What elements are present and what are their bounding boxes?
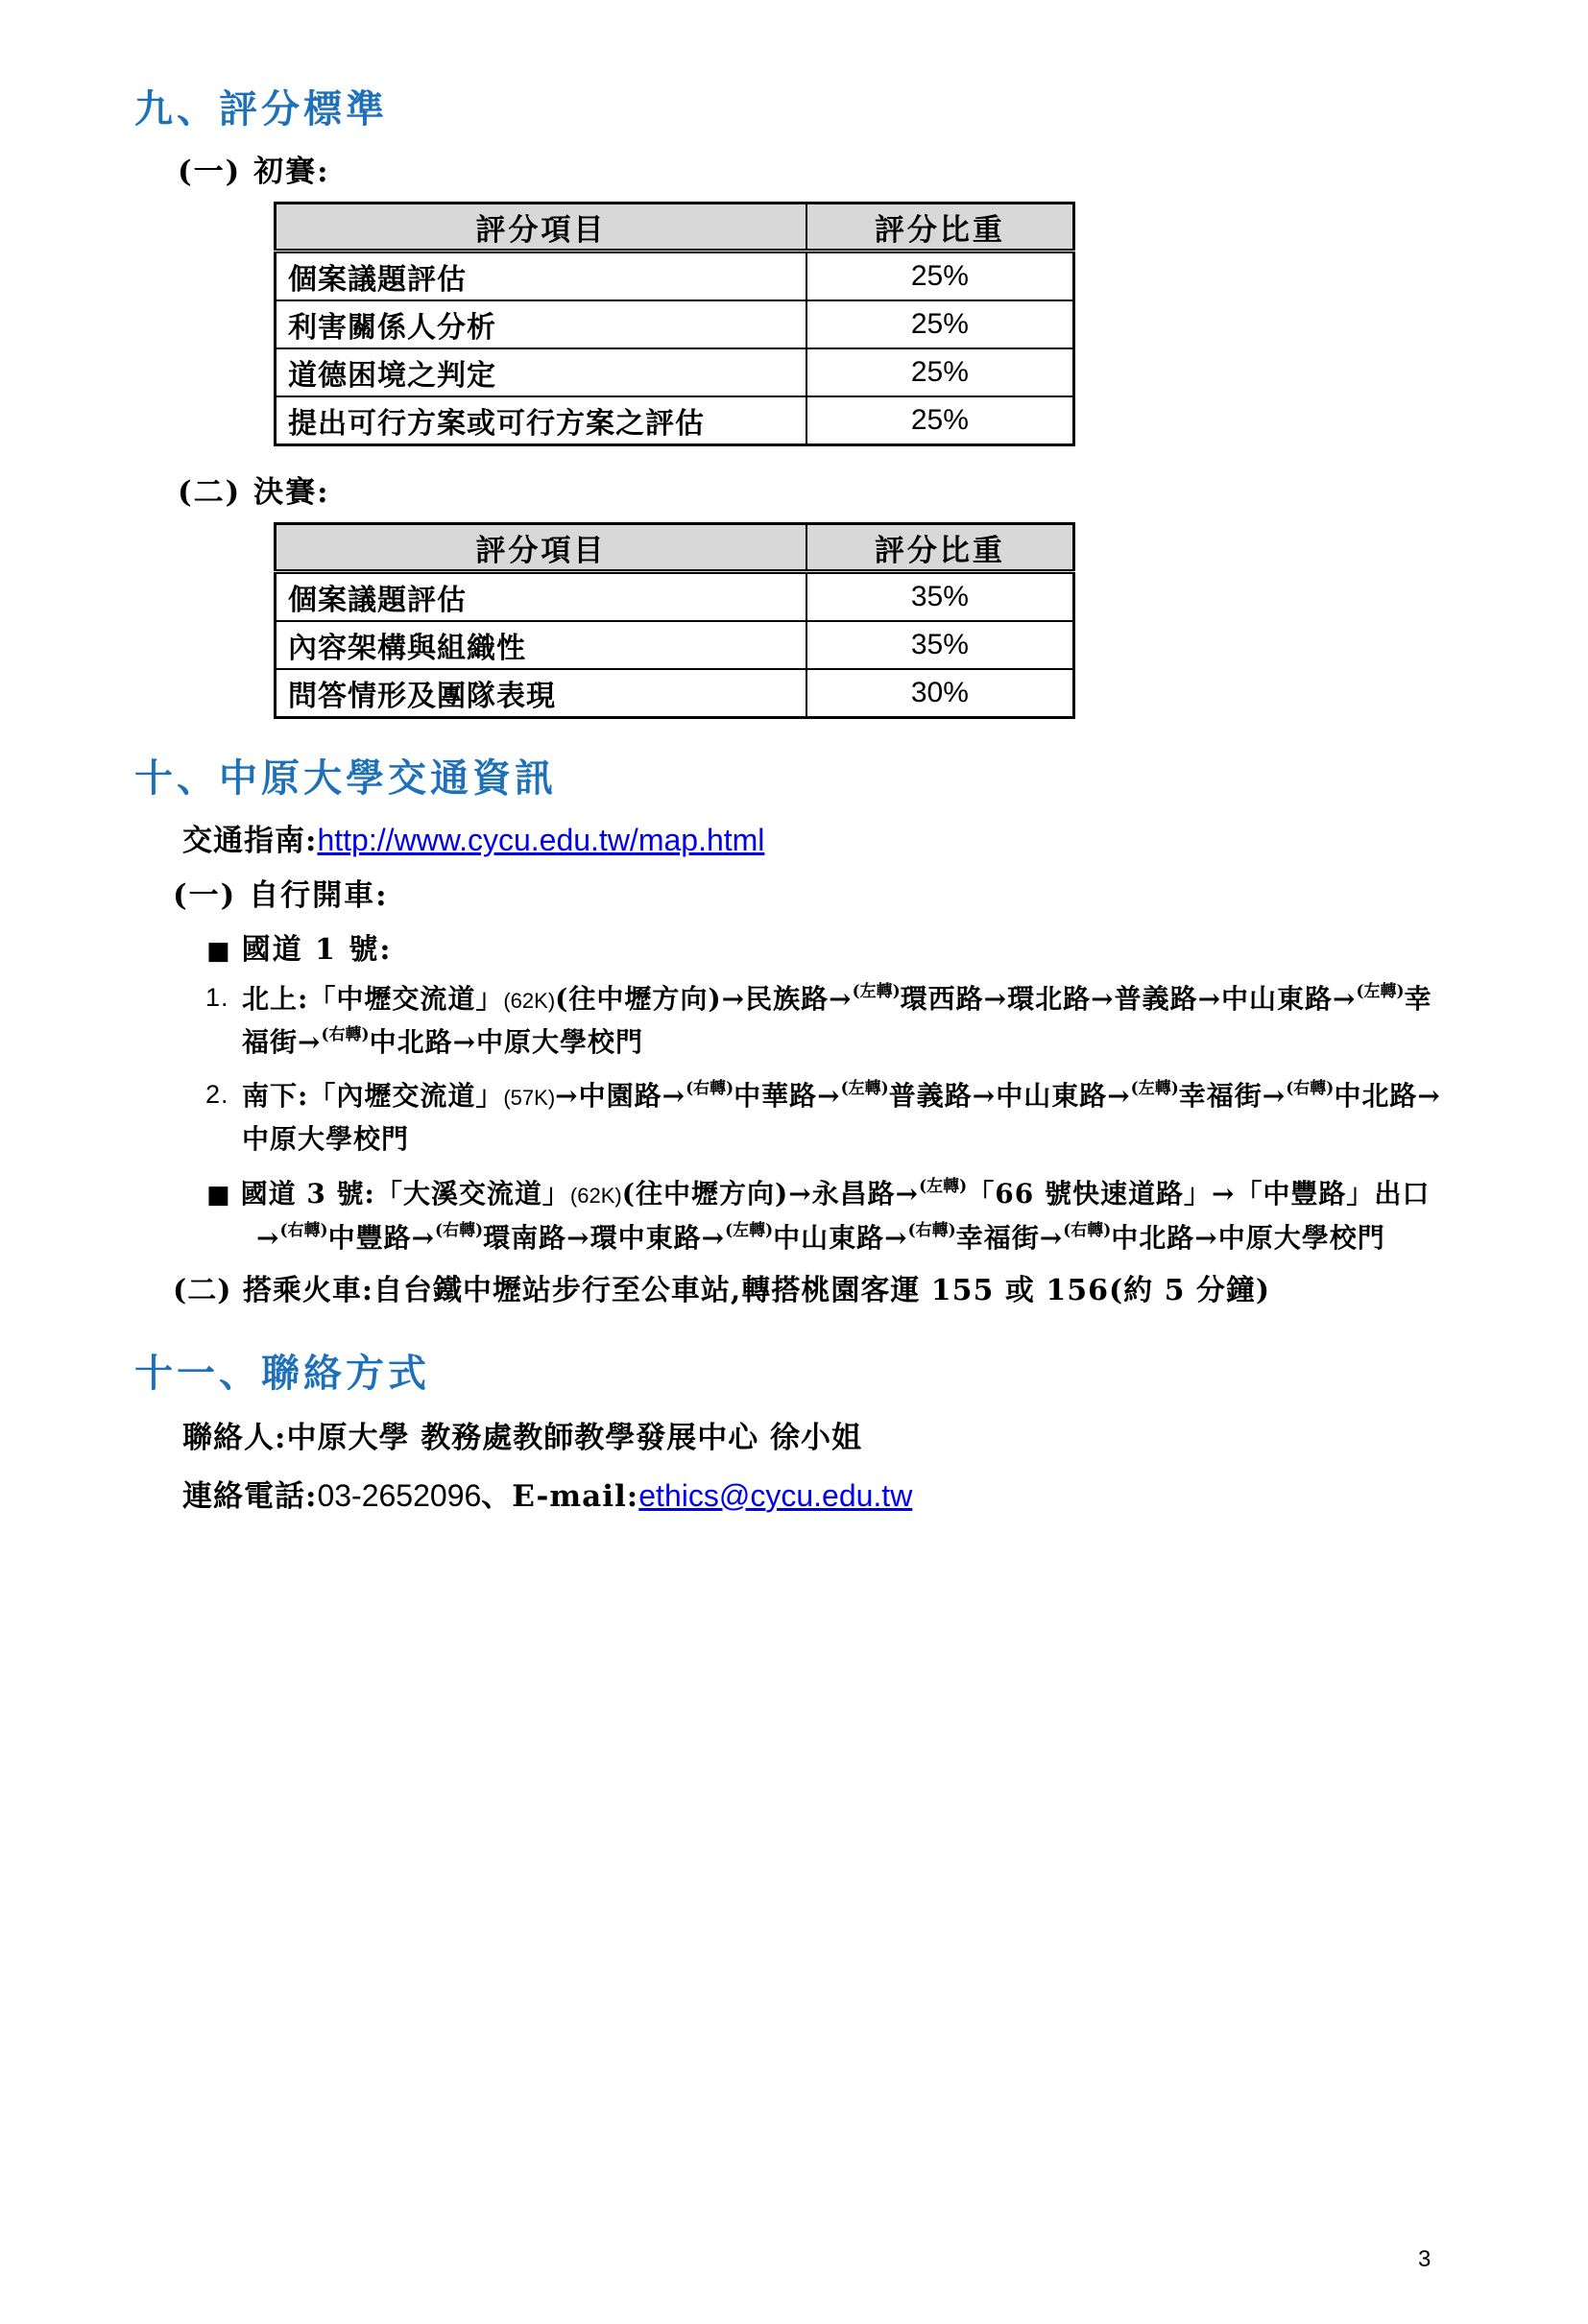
contact-person-line: 聯絡人:中原大學 教務處教師教學發展中心 徐小姐 — [182, 1420, 863, 1455]
table-row — [276, 396, 1074, 445]
highway-3-label: 國道 3 號: — [240, 1178, 375, 1210]
table-row — [276, 300, 1074, 348]
score-item: 問答情形及團隊表現 — [276, 669, 806, 718]
section-scoring-heading: 九、評分標準 — [134, 86, 388, 132]
score-weight: 25% — [806, 396, 1074, 445]
score-item: 利害關係人分析 — [276, 300, 806, 348]
route-number: 2. — [205, 1079, 229, 1109]
train-label: (二) 搭乘火車: — [173, 1274, 373, 1308]
highway-1-label-line — [206, 925, 1588, 968]
square-bullet-icon: ■ — [206, 937, 232, 966]
table-header-row — [276, 524, 1074, 572]
column-header-item: 評分項目 — [276, 204, 806, 252]
final-round-label: (二) 決賽: — [178, 475, 330, 510]
route-northbound-text: 北上:「中壢交流道」(62K)(往中壢方向)→民族路→$^{(左轉)}$環西路→環北路→普義路→中山東路→$^{(左轉)}$幸福街→$^{(右轉)}$中北路→中原大學校門 — [242, 982, 1432, 1059]
score-weight: 30% — [806, 669, 1074, 718]
score-weight: 35% — [806, 572, 1074, 622]
column-header-weight: 評分比重 — [806, 524, 1074, 572]
final-score-table — [274, 522, 1075, 719]
score-item: 內容架構與組織性 — [276, 621, 806, 669]
score-weight: 25% — [806, 348, 1074, 396]
score-item: 個案議題評估 — [276, 252, 806, 301]
score-weight: 25% — [806, 300, 1074, 348]
phone-label: 連絡電話: — [182, 1478, 318, 1514]
contact-email-link[interactable]: ethics@cycu.edu.tw — [638, 1477, 913, 1513]
page-number: 3 — [1418, 2246, 1432, 2272]
table-row — [276, 621, 1074, 669]
highway-3-line — [206, 1172, 1463, 1259]
highway-3-route-text: 「大溪交流道」(62K)(往中壢方向)→永昌路→$^{(左轉)}$「66 號快速道路」→「中豐路」出口→$^{(右轉)}$中豐路→$^{(右轉)}$環南路→環中東路→$^{(左轉)}$中山東路→$^{(右轉)}$幸福街→$^{(右轉)}$中北路→中原大學校門 — [256, 1177, 1431, 1254]
table-row — [276, 669, 1074, 718]
section-traffic-heading: 十、中原大學交通資訊 — [134, 755, 557, 801]
preliminary-round-label: (一) 初賽: — [178, 155, 330, 189]
campus-map-url-link[interactable]: http://www.cycu.edu.tw/map.html — [317, 823, 765, 857]
train-instructions-line — [173, 1269, 1463, 1314]
route-southbound-item — [205, 1074, 1449, 1162]
route-number: 1. — [205, 983, 229, 1012]
column-header-weight: 評分比重 — [806, 204, 1074, 252]
phone-number: 03-2652096 — [317, 1477, 482, 1513]
score-weight: 35% — [806, 621, 1074, 669]
score-item: 提出可行方案或可行方案之評估 — [276, 396, 806, 445]
table-header-row — [276, 204, 1074, 252]
route-southbound-text: 南下:「內壢交流道」(57K)→中園路→$^{(右轉)}$中華路→$^{(左轉)}$普義路→中山東路→$^{(左轉)}$幸福街→$^{(右轉)}$中北路→中原大學校門 — [242, 1078, 1441, 1156]
score-item: 個案議題評估 — [276, 572, 806, 622]
contact-phone-email-line — [182, 1472, 1588, 1515]
section-contact-heading: 十一、聯絡方式 — [134, 1350, 430, 1396]
email-label: 、E-mail: — [481, 1478, 639, 1514]
train-text: 自台鐵中壢站步行至公車站,轉搭桃園客運 155 或 156(約 5 分鐘) — [373, 1274, 1271, 1308]
column-header-item: 評分項目 — [276, 524, 806, 572]
drive-by-car-label: (一) 自行開車: — [173, 878, 389, 913]
table-row — [276, 252, 1074, 301]
highway-1-label: 國道 1 號: — [241, 933, 393, 967]
table-row — [276, 572, 1074, 622]
traffic-guide-label: 交通指南: — [182, 824, 318, 858]
score-weight: 25% — [806, 252, 1074, 301]
square-bullet-icon: ■ — [206, 1181, 231, 1210]
preliminary-score-table — [274, 202, 1075, 446]
table-row — [276, 348, 1074, 396]
score-item: 道德困境之判定 — [276, 348, 806, 396]
traffic-guide-line — [182, 816, 1588, 859]
route-northbound-item — [205, 977, 1449, 1065]
